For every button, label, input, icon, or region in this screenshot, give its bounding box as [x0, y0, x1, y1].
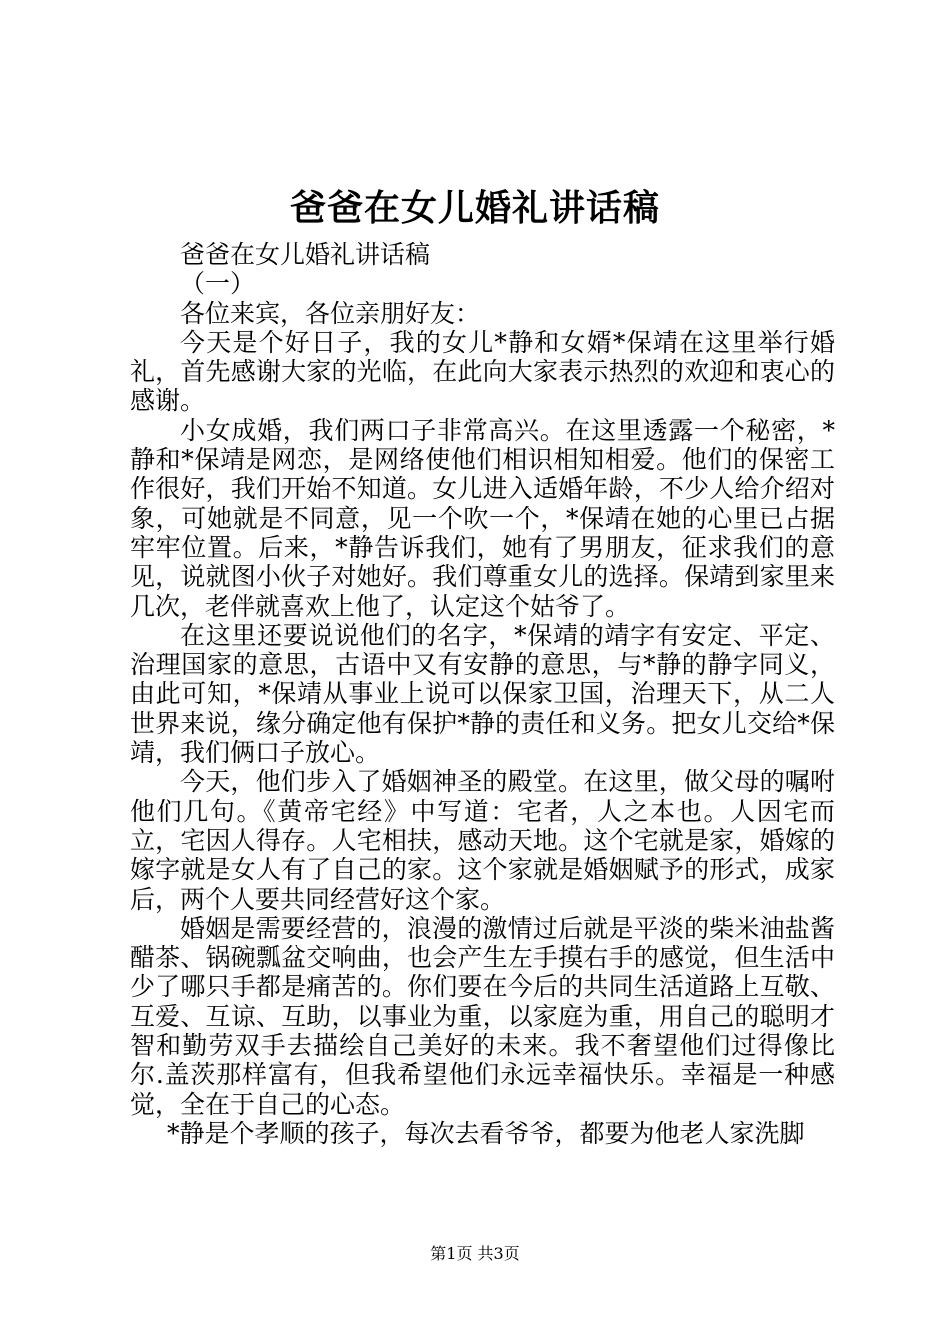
paragraph: 今天是个好日子，我的女儿*静和女婿*保靖在这里举行婚礼，首先感谢大家的光临，在此向大家表示热烈的欢迎和衷心的感谢。 — [130, 327, 835, 416]
paragraph-subtitle: 爸爸在女儿婚礼讲话稿 — [180, 240, 431, 269]
paragraph: 婚姻是需要经营的，浪漫的激情过后就是平淡的柴米油盐酱醋茶、锅碗瓢盆交响曲，也会产生左手摸右手的感觉，但生活中少了哪只手都是痛苦的。你们要在今后的共同生活道路上互敬、互爱、互谅、互助，以事业为重，以家庭为重，用自己的聪明才智和勤劳双手去描绘自己美好的未来。我不奢望他们过得像比尔.盖茨那样富有，但我希望他们永远幸福快乐。幸福是一种感觉，全在于自己的心态。 — [130, 913, 835, 1119]
paragraph-greeting: 各位来宾，各位亲朋好友： — [180, 298, 481, 328]
paragraph: *静是个孝顺的孩子，每次去看爷爷，都要为他老人家洗脚 — [167, 1118, 805, 1148]
paragraph-section-number: （一） — [180, 269, 256, 299]
paragraph: 今天，他们步入了婚姻神圣的殿堂。在这里，做父母的嘱咐他们几句。《黄帝宅经》中写道：宅者，人之本也。人因宅而立，宅因人得存。人宅相扶，感动天地。这个宅就是家，婚嫁的嫁字就是女人有了自己的家。这个家就是婚姻赋予的形式，成家后，两个人要共同经营好这个家。 — [130, 767, 835, 914]
document-title: 爸爸在女儿婚礼讲话稿 — [289, 187, 660, 229]
paragraph: 小女成婚，我们两口子非常高兴。在这里透露一个秘密，*静和*保靖是网恋，是网络使他们相识相知相爱。他们的保密工作很好，我们开始不知道。女儿进入适婚年龄，不少人给介绍对象，可她就是不同意，见一个吹一个，*保靖在她的心里已占据牢牢位置。后来，*静告诉我们，她有了男朋友，征求我们的意见，说就图小伙子对她好。我们尊重女儿的选择。保靖到家里来几次，老伴就喜欢上他了，认定这个姑爷了。 — [130, 415, 835, 621]
paragraph: 在这里还要说说他们的名字，*保靖的靖字有安定、平定、治理国家的意思，古语中又有安静的意思，与*静的静字同义，由此可知，*保靖从事业上说可以保家卫国，治理天下，从二人世界来说，缘分确定他有保护*静的责任和义务。把女儿交给*保靖，我们俩口子放心。 — [130, 620, 835, 768]
page-footer: 第1页 共3页 — [430, 1244, 520, 1263]
document-body — [130, 240, 835, 1148]
